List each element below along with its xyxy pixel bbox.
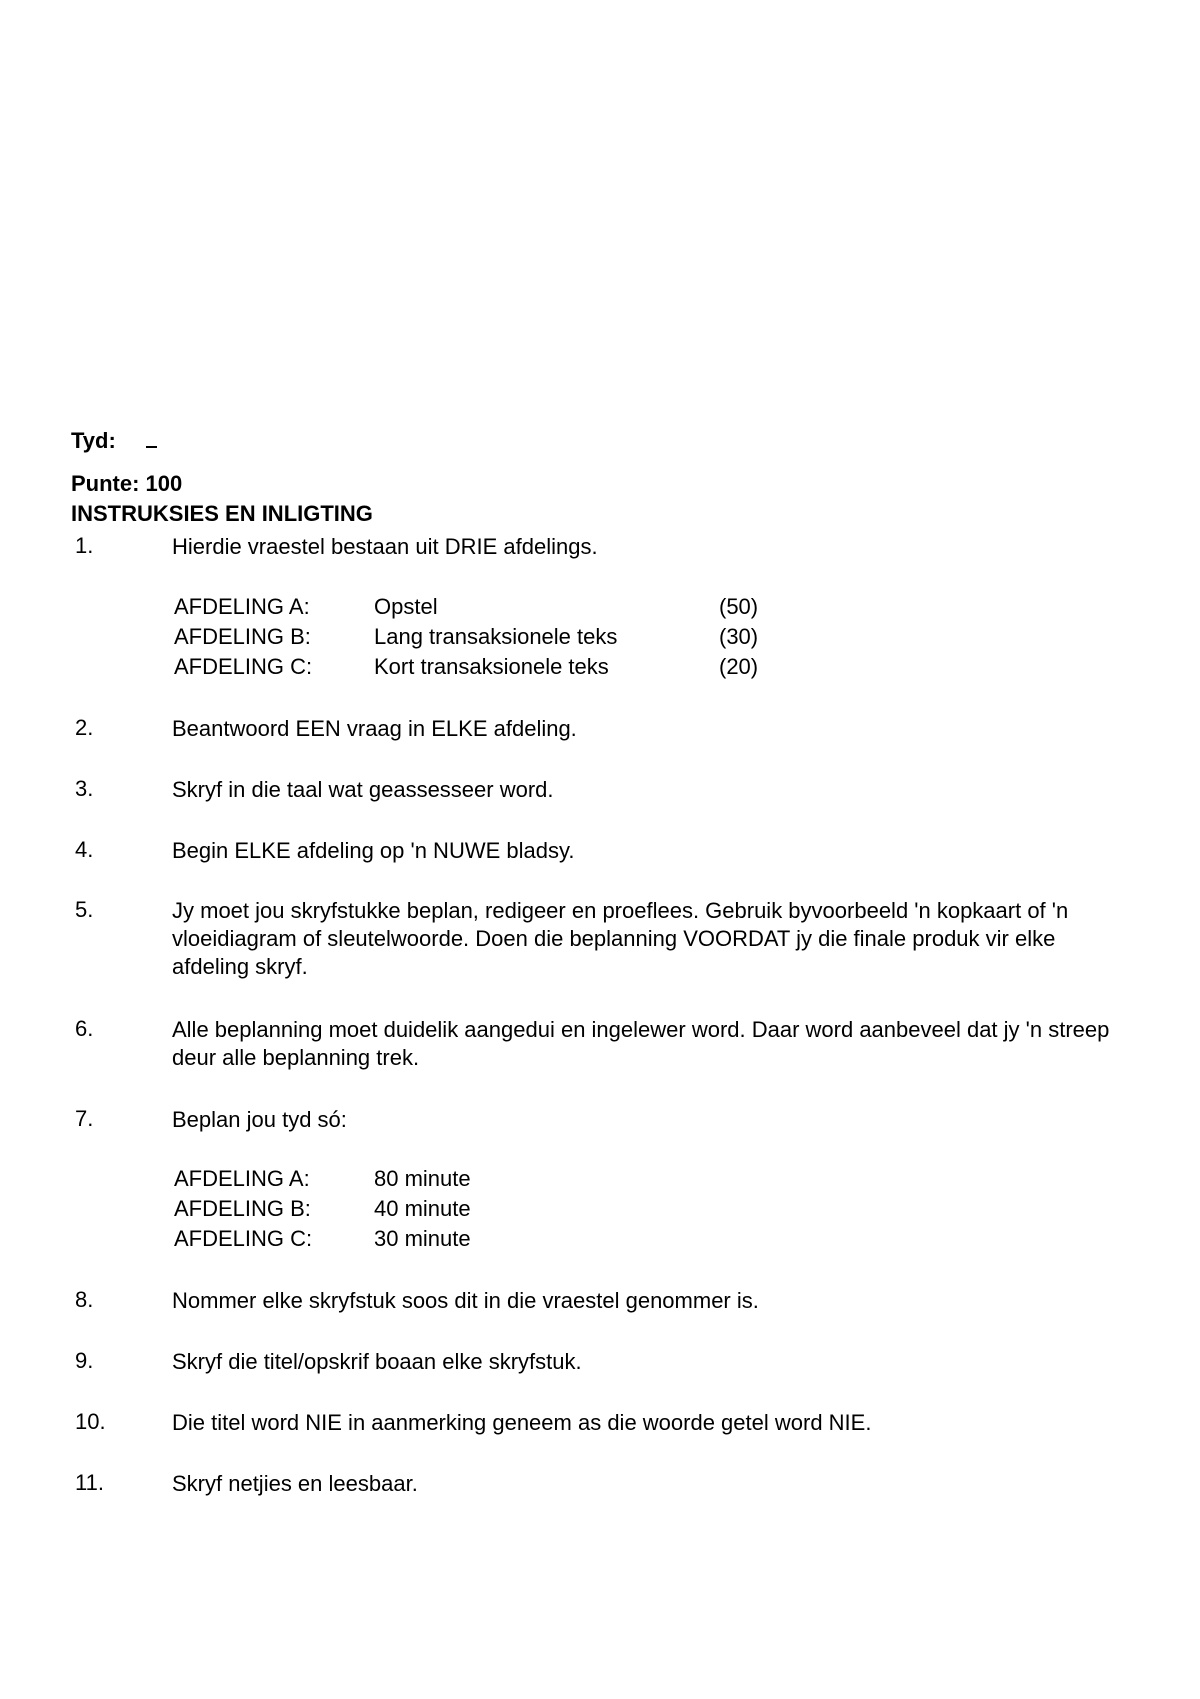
item-text: Skryf in die taal wat geassesseer word. (172, 777, 554, 802)
section-label: AFDELING A: (174, 594, 310, 619)
item-number: 10. (75, 1409, 106, 1434)
item-text: Skryf die titel/opskrif boaan elke skryfstuk. (172, 1349, 582, 1374)
item-text: Nommer elke skryfstuk soos dit in die vraestel genommer is. (172, 1288, 759, 1313)
item-text: Skryf netjies en leesbaar. (172, 1471, 418, 1496)
time-allocation: 40 minute (374, 1196, 471, 1221)
item-number: 4. (75, 837, 94, 862)
item-number: 6. (75, 1016, 94, 1041)
item-number: 1. (75, 533, 94, 558)
item-number: 9. (75, 1348, 94, 1373)
item-text: Jy moet jou skryfstukke beplan, redigeer en proeflees. Gebruik byvoorbeeld 'n kopkaart of 'n vloeidiagram of sleutelwoorde. Doen die beplanning VOORDAT jy die finale produk vir elke afdeling skryf. (172, 898, 1069, 979)
item-text: Alle beplanning moet duidelik aangedui en ingelewer word. Daar word aanbeveel dat jy 'n streep deur alle beplanning trek. (172, 1017, 1110, 1070)
item-text: Die titel word NIE in aanmerking geneem as die woorde getel word NIE. (172, 1410, 872, 1435)
item-text: Beantwoord EEN vraag in ELKE afdeling. (172, 716, 577, 741)
section-type: Opstel (374, 594, 438, 619)
section-marks: (20) (719, 654, 759, 679)
item-text: Hierdie vraestel bestaan uit DRIE afdelings. (172, 534, 598, 559)
item-text: Beplan jou tyd só: (172, 1107, 347, 1132)
time-section-label: AFDELING C: (174, 1226, 313, 1251)
section-type: Kort transaksionele teks (374, 654, 609, 679)
item-number: 2. (75, 715, 94, 740)
section-type: Lang transaksionele teks (374, 624, 618, 649)
section-marks: (50) (719, 594, 759, 619)
time-label: Tyd: (71, 428, 116, 453)
time-section-label: AFDELING B: (174, 1196, 311, 1221)
section-label: AFDELING C: (174, 654, 313, 679)
item-number: 11. (75, 1470, 104, 1495)
time-allocation: 80 minute (374, 1166, 471, 1191)
item-number: 3. (75, 776, 94, 801)
item-number: 8. (75, 1287, 94, 1312)
time-section-label: AFDELING A: (174, 1166, 310, 1191)
section-marks: (30) (719, 624, 759, 649)
section-label: AFDELING B: (174, 624, 311, 649)
marks-total: Punte: 100 (71, 471, 183, 496)
item-text: Begin ELKE afdeling op 'n NUWE bladsy. (172, 838, 575, 863)
time-allocation: 30 minute (374, 1226, 471, 1251)
item-number: 5. (75, 897, 94, 922)
instructions-heading: INSTRUKSIES EN INLIGTING (71, 501, 373, 526)
time-blank-mark (146, 446, 157, 448)
item-number: 7. (75, 1106, 94, 1131)
